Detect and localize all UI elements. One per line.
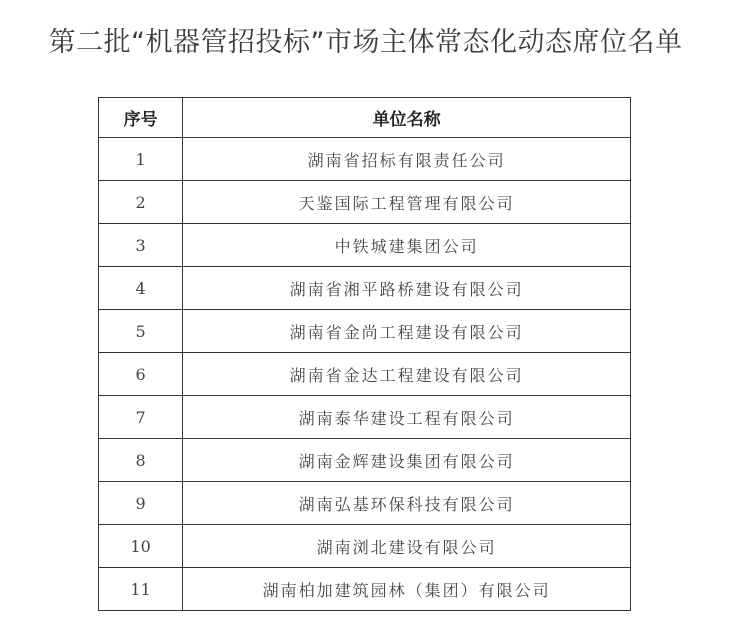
header-row — [99, 98, 631, 138]
roster-table — [98, 97, 631, 611]
row-number: 6 — [99, 353, 183, 396]
table-row — [99, 310, 631, 353]
row-unit-name: 湖南省招标有限责任公司 — [183, 138, 631, 181]
row-number: 3 — [99, 224, 183, 267]
row-unit-name: 湖南省金尚工程建设有限公司 — [183, 310, 631, 353]
table-row — [99, 568, 631, 611]
row-unit-name: 湖南省湘平路桥建设有限公司 — [183, 267, 631, 310]
row-number: 2 — [99, 181, 183, 224]
row-number: 10 — [99, 525, 183, 568]
table-row — [99, 525, 631, 568]
row-number: 8 — [99, 439, 183, 482]
row-number: 1 — [99, 138, 183, 181]
row-number: 5 — [99, 310, 183, 353]
table-row — [99, 181, 631, 224]
row-unit-name: 湖南泰华建设工程有限公司 — [183, 396, 631, 439]
table-row — [99, 482, 631, 525]
table-header — [99, 98, 631, 138]
row-number: 7 — [99, 396, 183, 439]
page-title: 第二批“机器管招投标”市场主体常态化动态席位名单 — [48, 27, 683, 58]
header-unit-name: 单位名称 — [183, 98, 631, 138]
table-row — [99, 396, 631, 439]
table-row — [99, 224, 631, 267]
row-number: 4 — [99, 267, 183, 310]
row-unit-name: 湖南省金达工程建设有限公司 — [183, 353, 631, 396]
row-number: 11 — [99, 568, 183, 611]
row-unit-name: 湖南弘基环保科技有限公司 — [183, 482, 631, 525]
table-row — [99, 138, 631, 181]
row-unit-name: 天鉴国际工程管理有限公司 — [183, 181, 631, 224]
table-body — [99, 138, 631, 611]
row-unit-name: 湖南柏加建筑园林（集团）有限公司 — [183, 568, 631, 611]
header-number: 序号 — [99, 98, 183, 138]
row-unit-name: 中铁城建集团公司 — [183, 224, 631, 267]
row-number: 9 — [99, 482, 183, 525]
row-unit-name: 湖南浏北建设有限公司 — [183, 525, 631, 568]
table-row — [99, 267, 631, 310]
row-unit-name: 湖南金辉建设集团有限公司 — [183, 439, 631, 482]
table-row — [99, 353, 631, 396]
table-row — [99, 439, 631, 482]
